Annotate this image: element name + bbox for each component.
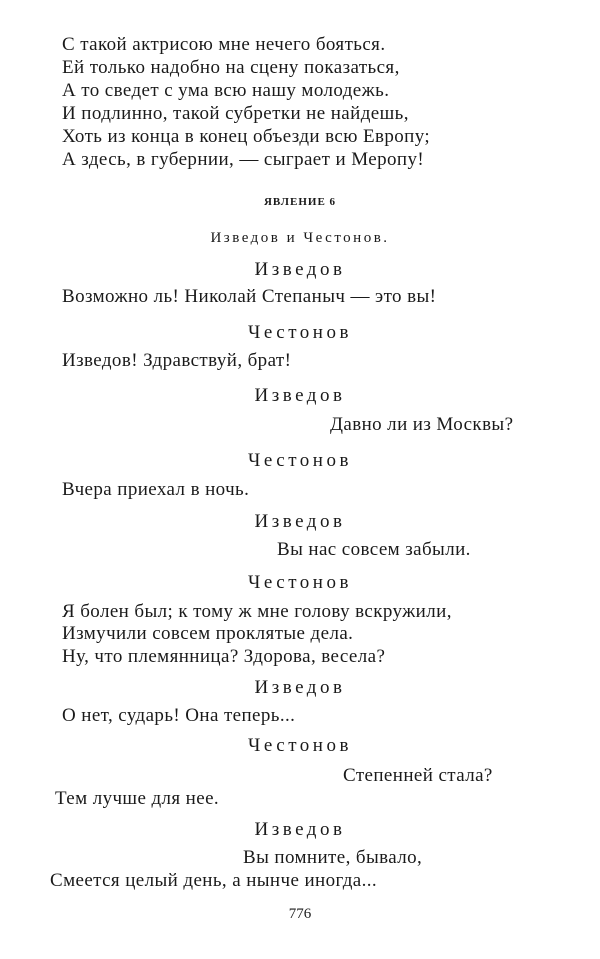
- dialogue-line: Я болен был; к тому ж мне голову вскружили,: [62, 601, 452, 622]
- speaker-name: Изведов: [254, 511, 346, 532]
- dialogue-line: Смеется целый день, а нынче иногда...: [50, 870, 378, 891]
- verse-line: Ей только надобно на сцену показаться,: [62, 57, 400, 78]
- speaker-name: Честонов: [248, 735, 352, 756]
- dialogue-line: Степенней стала?: [343, 765, 493, 786]
- speaker-name: Изведов: [254, 259, 346, 280]
- page-number: 776: [288, 906, 312, 922]
- verse-line: А то сведет с ума всю нашу молодежь.: [62, 80, 390, 101]
- dialogue-line: Вы нас совсем забыли.: [277, 539, 471, 560]
- cast-list: Изведов и Честонов.: [210, 230, 390, 246]
- verse-line: И подлинно, такой субретки не найдешь,: [62, 103, 409, 124]
- scene-heading: ЯВЛЕНИЕ 6: [263, 196, 337, 208]
- speaker-name: Честонов: [248, 322, 352, 343]
- verse-line: А здесь, в губернии, — сыграет и Меропу!: [62, 149, 425, 170]
- speaker-name: Честонов: [248, 450, 352, 471]
- verse-line: Хоть из конца в конец объезди всю Европу;: [62, 126, 431, 147]
- speaker-name: Изведов: [254, 385, 346, 406]
- dialogue-line: Изведов! Здравствуй, брат!: [62, 350, 292, 371]
- dialogue-line: Измучили совсем проклятые дела.: [62, 623, 354, 644]
- dialogue-line: Тем лучше для нее.: [55, 788, 220, 809]
- speaker-name: Изведов: [254, 677, 346, 698]
- speaker-name: Честонов: [248, 572, 352, 593]
- verse-line: С такой актрисою мне нечего бояться.: [62, 34, 386, 55]
- dialogue-line: Вы помните, бывало,: [243, 847, 423, 868]
- dialogue-line: Давно ли из Москвы?: [330, 414, 514, 435]
- dialogue-line: Ну, что племянница? Здорова, весела?: [62, 646, 386, 667]
- dialogue-line: О нет, сударь! Она теперь...: [62, 705, 296, 726]
- dialogue-line: Вчера приехал в ночь.: [62, 479, 250, 500]
- speaker-name: Изведов: [254, 819, 346, 840]
- dialogue-line: Возможно ль! Николай Степаныч — это вы!: [62, 286, 437, 307]
